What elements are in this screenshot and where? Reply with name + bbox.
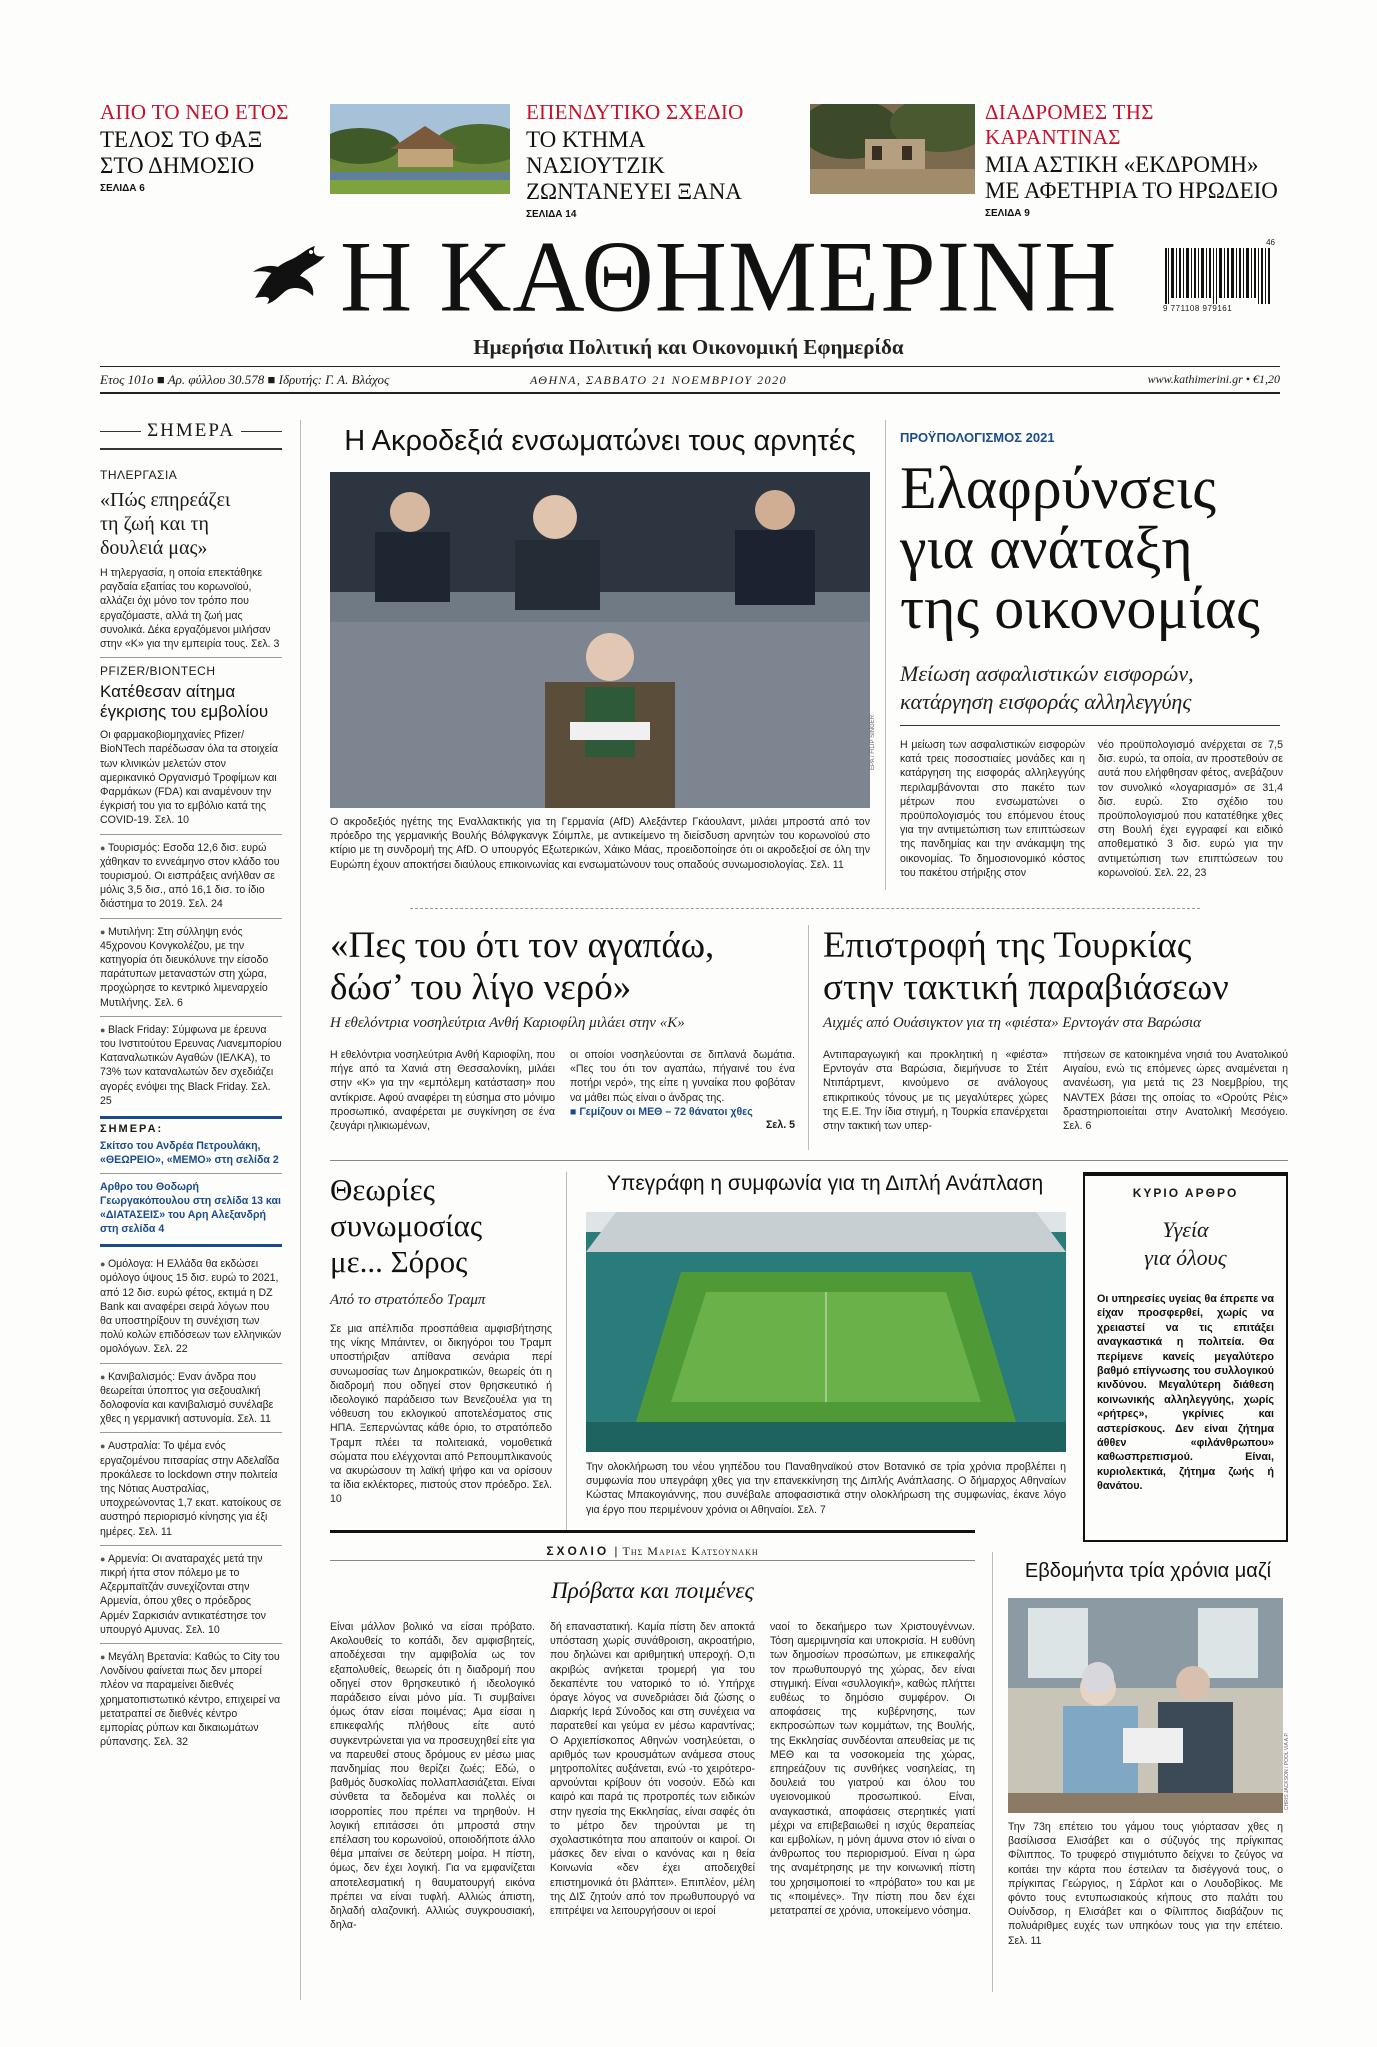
lead-headline[interactable]: Η Ακροδεξιά ενσωματώνει τους αρνητές — [344, 425, 856, 457]
teaser-1[interactable] — [100, 100, 300, 194]
soros-body: Σε μια απέλπιδα προσπάθεια αμφισβήτησης της νίκης Μπάιντεν, οι δικηγόροι του Τραμπ υποστήριξαν απίθανα σενάρια περί συνωμοσίας των Δημοκρατικών, θεωρείς ότι η διαδρομή που οδηγεί στον θρησκευτικό ή ιδεολογικό παράδεισο των Βενεζουέλα για τη νόθευση του εκλογικού αποτελέσματος στις ΗΠΑ. Ξεπερνώντας κάθε όριο, το στρατόπεδο Τραμπ πλέει τα πολιτειακά, νομοθετικά σώματα που ελέγχονται από Ρεπουμπλικανούς να ακυρώσουν τη λαϊκή ψήφο και να ορίσουν τα ίδια εκλέκτορες, πιστούς στον πρόεδρο. Σελ. 10 — [330, 1323, 552, 1506]
budget-kicker: ΠΡΟΫΠΟΛΟΓΙΣΜΟΣ 2021 — [900, 430, 1055, 445]
budget-headline-line: για ανάταξη — [900, 515, 1193, 581]
info-right: www.kathimerini.gr • €1,20 — [1147, 372, 1280, 386]
editorial-headline-line: για όλους — [1144, 1245, 1227, 1270]
soros-headline-line: συνωμοσίας — [330, 1208, 483, 1243]
teaser-kicker: ΔΙΑΔΡΟΜΕΣ ΤΗΣ ΚΑΡΑΝΤΙΝΑΣ — [985, 100, 1154, 149]
royal-caption: Την 73η επέτειο του γάμου τους γιόρτασαν χθες η βασίλισσα Ελισάβετ και ο σύζυγός της πρίγκιπας Φίλιππος. Το τρυφερό στιγμιότυπο δείχνει το ζεύγος να κοιτάει την κάρτα που έστειλαν τα δισέγγονά τους, ο πρίγκιπας Γεώργιος, η Σάρλοτ και ο Λουδοβίκος. Με φόντο τους εντυπωσιακούς κήπους στο παλάτι του Ουίνδσορ, η Ελισάβετ και ο Φίλιππος διαβάζουν τις πολυάριθμες ευχές των υπηκόων τους για την επέτειο. Σελ. 11 — [1008, 1821, 1283, 1947]
nurse-col2 — [570, 1048, 795, 1131]
teaser-3[interactable] — [985, 100, 1285, 219]
masthead-logo — [245, 238, 335, 313]
sidebar-headline[interactable]: Κατέθεσαν αίτημα έγκρισης του εμβολίου — [100, 682, 269, 722]
info-left: Ετος 101ο ■ Αρ. φύλλου 30.578 ■ Ιδρυτής: Γ. Α. Βλάχος — [100, 372, 390, 387]
teaser-photo-herodion — [810, 104, 975, 194]
royal-photo-credit: CHRIS JACKSON / POOL VIA A.P. — [1284, 1732, 1290, 1810]
sidebar-text: Οι φαρμακοβιομηχανίες Pfizer/ BioNTech παρέδωσαν όλα τα στοιχεία των κλινικών μελετών στον αμερικανικό Οργανισμό Τροφίμων και Φαρμάκων (FDA) και αναμένουν την έγκρισή του για το εμβόλιο κατά της COVID-19. Σελ. 10 — [100, 729, 278, 827]
turkey-body-col1: Αντιπαραγωγική και προκλητική η «φιέστα» Ερντογάν στα Βαρώσια, διεμήνυσε το Στέιτ Ντιπάρτμεντ, κινούμενο σε ανάλογους επικριτικούς τόνους με τις μεγαλύτερες χώρες της Ε.Ε. Την ίδια στιγμή, η Τουρκία επανέρχεται στην τακτική των υπερ- — [823, 1049, 1048, 1133]
lead-photo — [330, 472, 870, 808]
teaser-photo-estate — [330, 104, 510, 194]
lead-photo-credit: EPA / FILIP SINGER — [870, 714, 876, 770]
teaser-headline: ΤΕΛΟΣ ΤΟ ΦΑΞ — [100, 127, 263, 152]
teaser-headline: ΣΤΟ ΔΗΜΟΣΙΟ — [100, 153, 255, 178]
barcode — [1163, 238, 1283, 316]
soros-headline[interactable] — [330, 1172, 550, 1280]
comment-rule-mid — [330, 1560, 975, 1561]
soros-headline-line: με... Σόρος — [330, 1244, 468, 1279]
barcode-bars — [1163, 248, 1271, 304]
stadium-caption: Την ολοκλήρωση του νέου γηπέδου του Παναθηναϊκού στον Βοτανικό σε τρία χρόνια προβλέπει η συμφωνία που υπεγράφη χθες για την επανεκκίνηση της Διπλής Ανάπλασης. Ο δήμαρχος Αθηναίων Κώστας Μπακογιάννης, που συνέβαλε αποφασιστικά στην ολοκλήρωση της συμφωνίας, έκανε λόγο για έργο που περιμένουν χρόνια οι Αθηναίοι. Σελ. 7 — [586, 1461, 1066, 1516]
budget-headline-line: της οικονομίας — [900, 575, 1260, 641]
sidebar-brief[interactable]: ● Μυτιλήνη: Στη σύλληψη ενός 45χρονου Κονγκολέζου, με την κατηγορία ότι διευκόλυνε την είσοδο παράτυπων μεταναστών στη χώρα, προχώρησε το κεντρικό λιμεναρχείο Μυτιλήνης. Σελ. 6 — [100, 925, 282, 1010]
teaser-page: ΣΕΛΙΔΑ 14 — [526, 209, 577, 220]
nurse-body-col1: Η εθελόντρια νοσηλεύτρια Ανθή Καριοφίλη, που πήγε από τα Χανιά στη Θεσσαλονίκη, μιλάει στην «Κ» για την «εμπόλεμη κατάσταση» που αντίκρισε. Αφού αναφέρει τη εύσημα στο μόνιμο προσωπικό, αναφέρεται με συγκίνηση σε ένα ζευγάρι ηλικιωμένων, — [330, 1049, 555, 1133]
editorial-label: ΚΥΡΙΟ ΑΡΘΡΟ — [1132, 1186, 1239, 1200]
comment-body-col3: ναοί το δεκαήμερο των Χριστουγέννων. Τόση αμεριμνησία και υποκρισία. Η ευθύνη των δημοσίων προσώπων, με επικεφαλής τον πρωθυπουργό της χώρας, δεν είναι στιγμική. Είναι «συλλογική», καθώς πλήττει ευθέως το δημόσιο συμφέρον. Οι αποφάσεις της κυβέρνησης, των εκπροσώπων των κομμάτων, της Βουλής, της Εκκλησίας συνδέονται απευθείας με τις ΜΕΘ και τα νοσοκομεία της χώρας, επηρεάζουν τις συνθήκες νοσηλείας, τη δουλειά του γιατρού και όλου του υγειονομικού προσωπικού. Είναι, αναγκαστικά, αποφάσεις στερητικές γιατί μέχρι να επιβεβαιωθεί η ισχύς θεραπείας και εμβολίων, η μόνη άμυνα στον ιό είναι ο άνθρωπος του περιορισμού. Είναι η ώρα της αναμέτρησης με την κοινωνική πίστη του χρησιμοποιεί το «πρόβατο» του και με τις «ποιμένες». Την πίστη που δεν έχει μετατραπεί σε χρόνια, υποκείμενο νόσημα. — [770, 1621, 975, 1918]
sidebar-kicker: PFIZER/BIONTECH — [100, 664, 216, 679]
sidebar-brief[interactable]: ● Ομόλογα: Η Ελλάδα θα εκδώσει ομόλογο ύψους 15 δισ. ευρώ το 2021, από 12 δισ. ευρώ φέτος, εκτιμά η DZ Bank και αναφέρει σειρά λόγων που θα υποστηρίξουν τη συνέχιση των πολύ κολών επιδόσεων των ελληνικών ομολόγων. Σελ. 22 — [100, 1257, 282, 1356]
turkey-headline-line: Επιστροφή της Τουρκίας — [823, 925, 1192, 966]
budget-rule — [900, 725, 1280, 726]
budget-body-col1: Η μείωση των ασφαλιστικών εισφορών κατά τρεις ποσοστιαίες μονάδες και η κατάργηση της εισφοράς αλληλεγγύης περιλαμβάνονται στο πακέτο των μέτρων που ενσωματώνει ο προϋπολογισμός του επόμενου έτους για την αντιμετώπιση των επιπτώσεων της πανδημίας και την ανάκαμψη της οικονομίας. Το δημοσιονομικό κόστος του πακέτου στήριξης στον — [900, 739, 1085, 879]
today-box-title: ΣΗΜΕΡΑ: — [100, 1123, 164, 1136]
sidebar-brief[interactable]: ● Κανιβαλισμός: Εναν άνδρα που θεωρείται ύποπτος για σεξουαλική δολοφονία και κανιβαλισμό συνέλαβε χθες η γερμανική αστυνομία. Σελ. 11 — [100, 1370, 282, 1427]
budget-headline-line: Ελαφρύνσεις — [900, 455, 1217, 521]
teaser-kicker: ΕΠΕΝΔΥΤΙΚΟ ΣΧΕΔΙΟ — [526, 100, 744, 124]
soros-subhead: Από το στρατόπεδο Τραμπ — [330, 1292, 486, 1308]
teaser-page: ΣΕΛΙΔΑ 6 — [100, 183, 145, 194]
budget-headline[interactable] — [900, 455, 1290, 641]
teaser-headline: ΜΕ ΑΦΕΤΗΡΙΑ ΤΟ ΗΡΩΔΕΙΟ — [985, 178, 1278, 203]
budget-subhead-line: Μείωση ασφαλιστικών εισφορών, — [900, 661, 1194, 686]
budget-subhead-line: κατάργηση εισφοράς αλληλεγγύης — [900, 689, 1192, 714]
sidebar-divider — [300, 420, 301, 2000]
budget-divider — [885, 420, 886, 890]
masthead-rule-bottom — [100, 392, 1280, 394]
today-box-item[interactable]: Σκίτσο του Ανδρέα Πετρουλάκη, «ΘΕΩΡΕΙΟ», «ΜΕΜΟ» στη σελίδα 2 — [100, 1140, 279, 1167]
story-divider — [992, 1552, 993, 1992]
teaser-kicker: ΑΠΟ ΤΟ ΝΕΟ ΕΤΟΣ — [100, 100, 289, 124]
nurse-headline-line: δώσ’ του λίγο νερό» — [330, 967, 632, 1008]
turkey-subhead: Αιχμές από Ουάσιγκτον για τη «φιέστα» Ερντογάν στα Βαρώσια — [823, 1015, 1202, 1031]
turkey-headline[interactable] — [823, 925, 1288, 1009]
sidebar-header — [100, 420, 282, 442]
nurse-headline-line: «Πες του ότι τον αγαπάω, — [330, 925, 715, 966]
today-box-item[interactable]: Αρθρο του Θοδωρή Γεωργακόπουλου στη σελίδα 13 και «ΔΙΑΤΑΣΕΙΣ» του Αρη Αλεξανδρή στη σελίδα 4 — [100, 1181, 281, 1236]
story-divider — [808, 925, 809, 1150]
stadium-headline[interactable]: Υπεγράφη η συμφωνία για τη Διπλή Ανάπλαση — [606, 1172, 1044, 1195]
sidebar-brief[interactable]: ● Τουρισμός: Εσοδα 12,6 δισ. ευρώ χάθηκαν το εννεάμηνο στον κλάδο του τουρισμού. Οι εισπράξεις ανήλθαν σε μόλις 3,5 δισ., από 16,1 δισ. το ίδιο διάστημα το 2019. Σελ. 24 — [100, 841, 282, 912]
editorial-headline[interactable] — [1085, 1216, 1286, 1272]
lead-caption: Ο ακροδεξιός ηγέτης της Εναλλακτικής για τη Γερμανία (AfD) Αλεξάντερ Γκάουλαντ, μιλάει μπροστά από τον πρόεδρο της γερμανικής Βουλής Βόλφγκανγκ Σόιμπλε, με αντικείμενο τη διείσδυση αρνητών του κορωνοϊού στο κτίριο με τη συνδρομή της AfD. Ο υπουργός Εξωτερικών, Χάικο Μάας, προειδοποίησε ότι οι ακροδεξιοί σε όλη την Ευρώπη έχουν αποκτήσει διαύλους επικοινωνίας και ενσωματώνουν τους οπαδούς συνωμοσιολογίας. Σελ. 11 — [330, 816, 870, 871]
sidebar-header-label: ΣΗΜΕΡΑ — [147, 420, 235, 441]
teaser-headline: ΖΩΝΤΑΝΕΥΕΙ ΞΑΝΑ — [526, 179, 742, 204]
comment-body-col2: δή επαναστατική. Καμία πίστη δεν αποκτά υπόσταση χωρίς συνάθροιση, ακροατήριο, που δηλώνει και αριθμητική υπεροχή. Ο,τι ακριβώς ανήκεται τρομερή για του δεκαπέντε του νατορικό το ιό. Υπήρχε όραγε λόγος να συνεδριάσει διά ζώσης ο Διαρκής Ιερά Σύνοδος και στη συνέχεια να παρατεθεί και γεύμα εν μέσω καραντίνας; Ο Αρχιεπίσκοπος Αθηνών νοσηλεύεται, ο αριθμός των κρουσμάτων ανάμεσα στους μητροπολίτες αυξάνεται, ενώ -το χειρότερο- αρνούνται κρίβουν ότι νοσούν. Εδώ και καιρό και παρά τις προτροπές των ειδικών στην ηγεσία της Εκκλησίας, είναι σαφές ότι το μέτρο δεν τηρούνται με τη σχολαστικότητα που απαιτούν οι καιροί. Οι μάσκες δεν είναι ο κανόνας και η θεία Κοινωνία «δεν έχει αποδειχθεί επιστημονικά ότι βλάπτει». Επιπλέον, μέλη της ΔΙΣ ζητούν από τον πρωθυπουργό να επιτρέψει να λειτουργήσουν οι ιεροί — [550, 1621, 755, 1918]
editorial-box — [1083, 1172, 1288, 1542]
sidebar-brief[interactable]: ● Αρμενία: Οι αναταραχές μετά την πικρή ήττα στον πόλεμο με το Αζερμπαϊτζάν συνεχίζονται στην Αρμενία, όπου χθες ο πρόεδρος Αρμέν Σαρκισιάν αντικατέστησε τον υπουργό Αμυνας. Σελ. 10 — [100, 1552, 282, 1637]
comment-label: ΣΧΟΛΙΟ — [546, 1544, 610, 1558]
nurse-headline[interactable] — [330, 925, 800, 1009]
masthead-title: Η ΚΑΘΗΜΕΡΙΝΗ — [340, 219, 1118, 334]
sidebar-kicker: ΤΗΛΕΡΓΑΣΙΑ — [100, 468, 178, 482]
nurse-related-link[interactable]: ■ Γεμίζουν οι ΜΕΘ – 72 θάνατοι χθες — [570, 1105, 753, 1118]
editorial-headline-line: Υγεία — [1162, 1217, 1209, 1242]
info-date: ΑΘΗΝΑ, ΣΑΒΒΑΤΟ 21 ΝΟΕΜΒΡΙΟΥ 2020 — [530, 373, 788, 387]
teaser-page: ΣΕΛΙΔΑ 9 — [985, 208, 1030, 219]
comment-separator: | — [614, 1544, 618, 1558]
sidebar-text: Η τηλεργασία, η οποία επεκτάθηκε ραγδαία εξαιτίας του κορωνοϊού, αλλάζει όχι μόνο τον τρόπο που εργαζόμαστε, αλλά τη ζωή μας συνολικά. Δέκα εργαζόμενοι μιλήσαν στην «Κ» για την εμπειρία τους. Σελ. 3 — [100, 567, 280, 651]
turkey-headline-line: στην τακτική παραβιάσεων — [823, 967, 1229, 1008]
budget-body-col2: νέο προϋπολογισμό ανέρχεται σε 7,5 δισ. ευρώ, τα οποία, αν προστεθούν σε αυτά που ελήφθησαν φέτος, ανεβάζουν τον συνολικό «λογαριασμό» σε 31,4 δισ. ευρώ. Στο σχέδιο του προϋπολογισμού που κατατέθηκε χθες στη Βουλή έχει εγγραφεί και ειδικό αποθεματικό 3 δισ. ευρώ για την αντιμετώπιση των επιπτώσεων του κορωνοϊού. Σελ. 22, 23 — [1098, 739, 1283, 879]
sidebar — [100, 420, 282, 1749]
budget-subhead — [900, 660, 1290, 716]
teaser-headline: ΜΙΑ ΑΣΤΙΚΗ «ΕΚΔΡΟΜΗ» — [985, 152, 1259, 177]
sidebar-brief[interactable]: ● Black Friday: Σύμφωνα με έρευνα του Ινστιτούτου Ερευνας Λιανεμπορίου Καταναλωτικών Αγαθών (ΙΕΛΚΑ), το 73% των καταναλωτών δεν σχεδιάζει αγορές ενόψει της Black Friday. Σελ. 25 — [100, 1023, 282, 1108]
section-divider — [410, 908, 1200, 909]
comment-headline[interactable]: Πρόβατα και ποιμένες — [551, 1578, 754, 1603]
section-rule — [330, 1160, 1288, 1161]
nurse-body-col2: οι οποίοι νοσηλεύονται σε διπλανά δωμάτια. «Πες του ότι τον αγαπάω, πήγαινέ του ένα ποτήρι νερό», της είπε η γυναίκα που φοβόταν να μάθει πώς είναι ο άνδρας της. — [570, 1049, 795, 1104]
turkey-body-col2: πτήσεων σε κατοικημένα νησιά του Ανατολικού Αιγαίου, ενώ τις επόμενες ώρες αναμένεται η ανανέωση, για μετά τις 23 Νοεμβρίου, της NAVTEX βάσει της οποίας το «Ορούτς Ρέις» δραστηριοποιείται στην Ανατολική Μεσόγειο. Σελ. 6 — [1063, 1049, 1288, 1133]
nurse-page: Σελ. 5 — [765, 1118, 795, 1131]
nurse-subhead: Η εθελόντρια νοσηλεύτρια Ανθή Καριοφίλη μιλάει στην «Κ» — [330, 1015, 685, 1031]
stadium-photo — [586, 1212, 1066, 1452]
comment-body-col1: Είναι μάλλον βολικό να είσαι πρόβατο. Ακολουθείς το κοπάδι, δεν αμφισβητείς, αποδέχεσαι την αμφιβολία ως τον εξαπολυθείς, θεωρείς ότι η διαδρομή που οδηγεί στον θρησκευτικό ή ιδεολογικό παράδεισο είναι μόνο μία. Τι συμβαίνει όμως όταν είσαι ποιμένας; Αμα είσαι η επικεφαλής πλήθους είτε αυτό συγκεντρώνεται για να προσευχηθεί είτε για να παρευθεί στους δρόμους εν μέσω μιας πανδημίας που θερίζει ζωές; Εδώ, ο βαθμός δυσκολίας πολλαπλασιάζεται. Είναι σύνθετα τα δεδομένα και πολλές οι ισορροπίες που πρέπει να τηρηθούν. Η λογική επιτάσσει ότι μπροστά στην επέλαση του κορωνοϊού, οποιοδήποτε άλλο θέμα μπαίνει σε δεύτερη μοίρα. Η πίστη, όμως, δεν έχει λογική. Για να εμφανίζεται αποτελεσματική η θαυματουργή εικόνα πρέπει να είναι τυφλή. Αλλιώς άπιστη, δηλαδή αλαζονική. Αλλιώς συγκρουσιακή, δηλα- — [330, 1621, 535, 1932]
comment-rule-top — [330, 1530, 975, 1533]
masthead-rule-top — [100, 366, 1280, 367]
barcode-issue: 46 — [1266, 238, 1275, 247]
masthead-subtitle: Ημερήσια Πολιτική και Οικονομική Εφημερίδα — [473, 335, 904, 359]
barcode-digits: 9 771108 979161 — [1163, 304, 1233, 313]
teaser-2[interactable] — [526, 100, 776, 220]
comment-author: Της Μαριας Κατσουνακη — [622, 1544, 759, 1558]
sidebar-brief[interactable]: ● Αυστραλία: Το ψέμα ενός εργαζομένου πιτσαρίας στην Αδελαΐδα προκάλεσε το lockdown στην πολιτεία της Νότιας Αυστραλίας, υποχρεώνοντας 1,7 εκατ. κατοίκους σε αυστηρό περιορισμό κίνησης για έξι ημέρες. Σελ. 11 — [100, 1439, 282, 1538]
editorial-body: Οι υπηρεσίες υγείας θα έπρεπε να είχαν προσφερθεί, χωρίς να χρειαστεί να τις επιτάξει αναγκαστικά η πολιτεία. Θα περίμενε κανείς μεγαλύτερο βαθμό επίγνωσης του συλλογικού κινδύνου. Μεγαλύτερη διάθεση κοινωνικής αλληλεγγύης, χωρίς «ρήτρες», γκρίνιες και αστερίσκους. Δεν είναι ζήτημα άθθεν «φιλάνθρωπου» καθωσπρεπισμού. Είναι, κυριολεκτικά, ζήτημα ζωής ή θανάτου. — [1097, 1293, 1274, 1493]
sidebar-brief[interactable]: ● Μεγάλη Βρετανία: Καθώς το City του Λονδίνου φαίνεται πως δεν μπορεί πλέον να παραμείνει διεθνές χρηματοπιστωτικό κέντρο, επιχειρεί να μετατραπεί σε διεθνές κέντρο εμπορίας ρύπων και δικαιωμάτων ρύπανσης. Σελ. 32 — [100, 1650, 282, 1749]
story-divider — [566, 1172, 567, 1532]
royal-photo — [1008, 1598, 1283, 1813]
comment-label-row — [330, 1540, 975, 1559]
royal-headline[interactable]: Εβδομήντα τρία χρόνια μαζί — [1024, 1560, 1272, 1582]
teaser-headline: ΤΟ ΚΤΗΜΑ ΝΑΣΙΟΥΤΖΙΚ — [526, 127, 665, 178]
sidebar-headline[interactable]: «Πώς επηρεάζει τη ζωή και τη δουλειά μας» — [100, 489, 231, 559]
soros-headline-line: Θεωρίες — [330, 1172, 435, 1207]
